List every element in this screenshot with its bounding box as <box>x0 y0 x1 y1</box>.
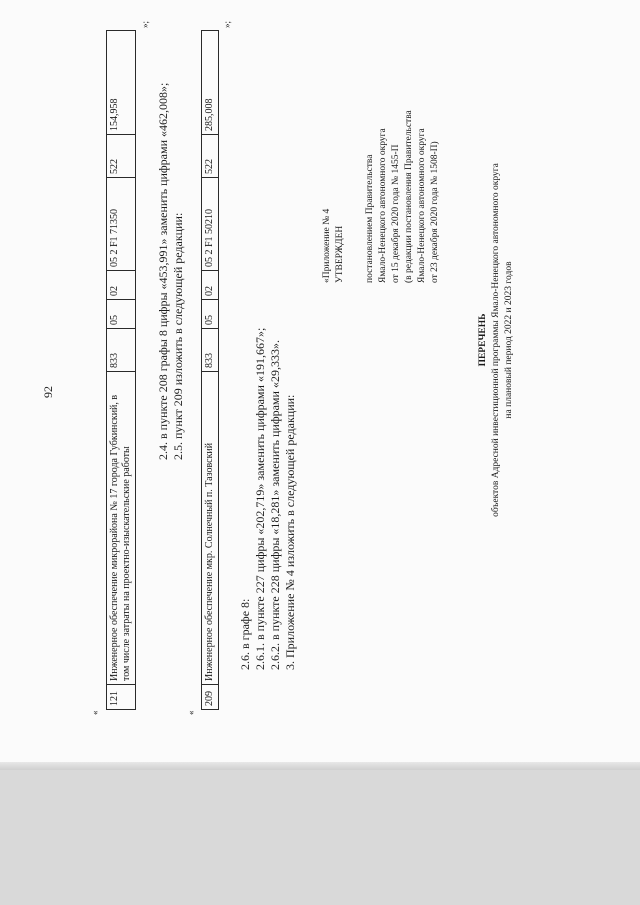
cell-section: 05 <box>107 300 136 329</box>
cell-amount: 154,958 <box>107 31 136 135</box>
document-subtitle-line-2: на плановый период 2022 и 2023 годов <box>504 261 514 419</box>
cell-target-article: 05 2 F1 71350 <box>107 178 136 271</box>
object-name-cell: Инженерное обеспечение мкр. Солнечный п. Тазовский <box>202 372 219 685</box>
cell-expense-type: 522 <box>202 135 219 178</box>
item-2-6-2: 2.6.2. в пункте 228 цифры «18,281» заменить цифрами «29,333». <box>268 340 282 670</box>
table-row <box>202 31 219 710</box>
cell-section: 05 <box>202 300 219 329</box>
cell-subsection: 02 <box>202 271 219 300</box>
row-number: 209 <box>202 685 219 710</box>
item-3: 3. Приложение № 4 изложить в следующей редакции: <box>283 394 297 670</box>
table-1-open-quote: « <box>90 710 100 715</box>
approval-line-3: от 15 декабря 2020 года № 1455-П <box>391 144 401 283</box>
cell-expense-type: 522 <box>107 135 136 178</box>
table-row <box>107 31 136 710</box>
cell-ministry: 833 <box>107 329 136 372</box>
document-subtitle-line-1: объектов Адресной инвестиционной программы Ямало-Ненецкого автономного округа <box>491 163 501 517</box>
document-title: ПЕРЕЧЕНЬ <box>478 313 488 367</box>
table-1-close-mark: »; <box>140 20 150 28</box>
approval-line-6: от 23 декабря 2020 года № 1508-П) <box>430 141 440 283</box>
object-name-line-2: том числе затраты на проектно-изыскательские работы <box>121 446 132 681</box>
scan-bottom-edge <box>0 762 640 770</box>
approval-line-4: (в редакции постановления Правительства <box>404 110 414 283</box>
cell-ministry: 833 <box>202 329 219 372</box>
object-name-cell <box>107 372 136 685</box>
table-2 <box>201 30 219 710</box>
item-2-5: 2.5. пункт 209 изложить в следующей редакции: <box>171 212 185 460</box>
row-number: 121 <box>107 685 136 710</box>
table-2-close-mark: »; <box>222 20 232 28</box>
item-2-4: 2.4. в пункте 208 графы 8 цифры «453,991» заменить цифрами «462,008»; <box>156 82 170 460</box>
appendix-label: «Приложение № 4 <box>322 208 332 283</box>
approval-line-5: Ямало-Ненецкого автономного округа <box>417 128 427 283</box>
approved-label: УТВЕРЖДЕН <box>335 225 345 283</box>
item-2-6: 2.6. в графе 8: <box>238 598 252 670</box>
approval-line-2: Ямало-Ненецкого автономного округа <box>378 128 388 283</box>
table-2-open-quote: « <box>186 710 196 715</box>
cell-amount: 285,008 <box>202 31 219 135</box>
item-2-6-1: 2.6.1. в пункте 227 цифры «202,719» заменить цифрами «191,667»; <box>253 327 267 670</box>
cell-target-article: 05 2 F1 50210 <box>202 178 219 271</box>
cell-subsection: 02 <box>107 271 136 300</box>
table-1 <box>106 30 136 710</box>
object-name-line-1: Инженерное обеспечение микрорайона № 17 города Губкинский, в <box>109 394 120 681</box>
approval-line-1: постановлением Правительства <box>365 154 375 283</box>
page-number: 92 <box>41 386 55 398</box>
